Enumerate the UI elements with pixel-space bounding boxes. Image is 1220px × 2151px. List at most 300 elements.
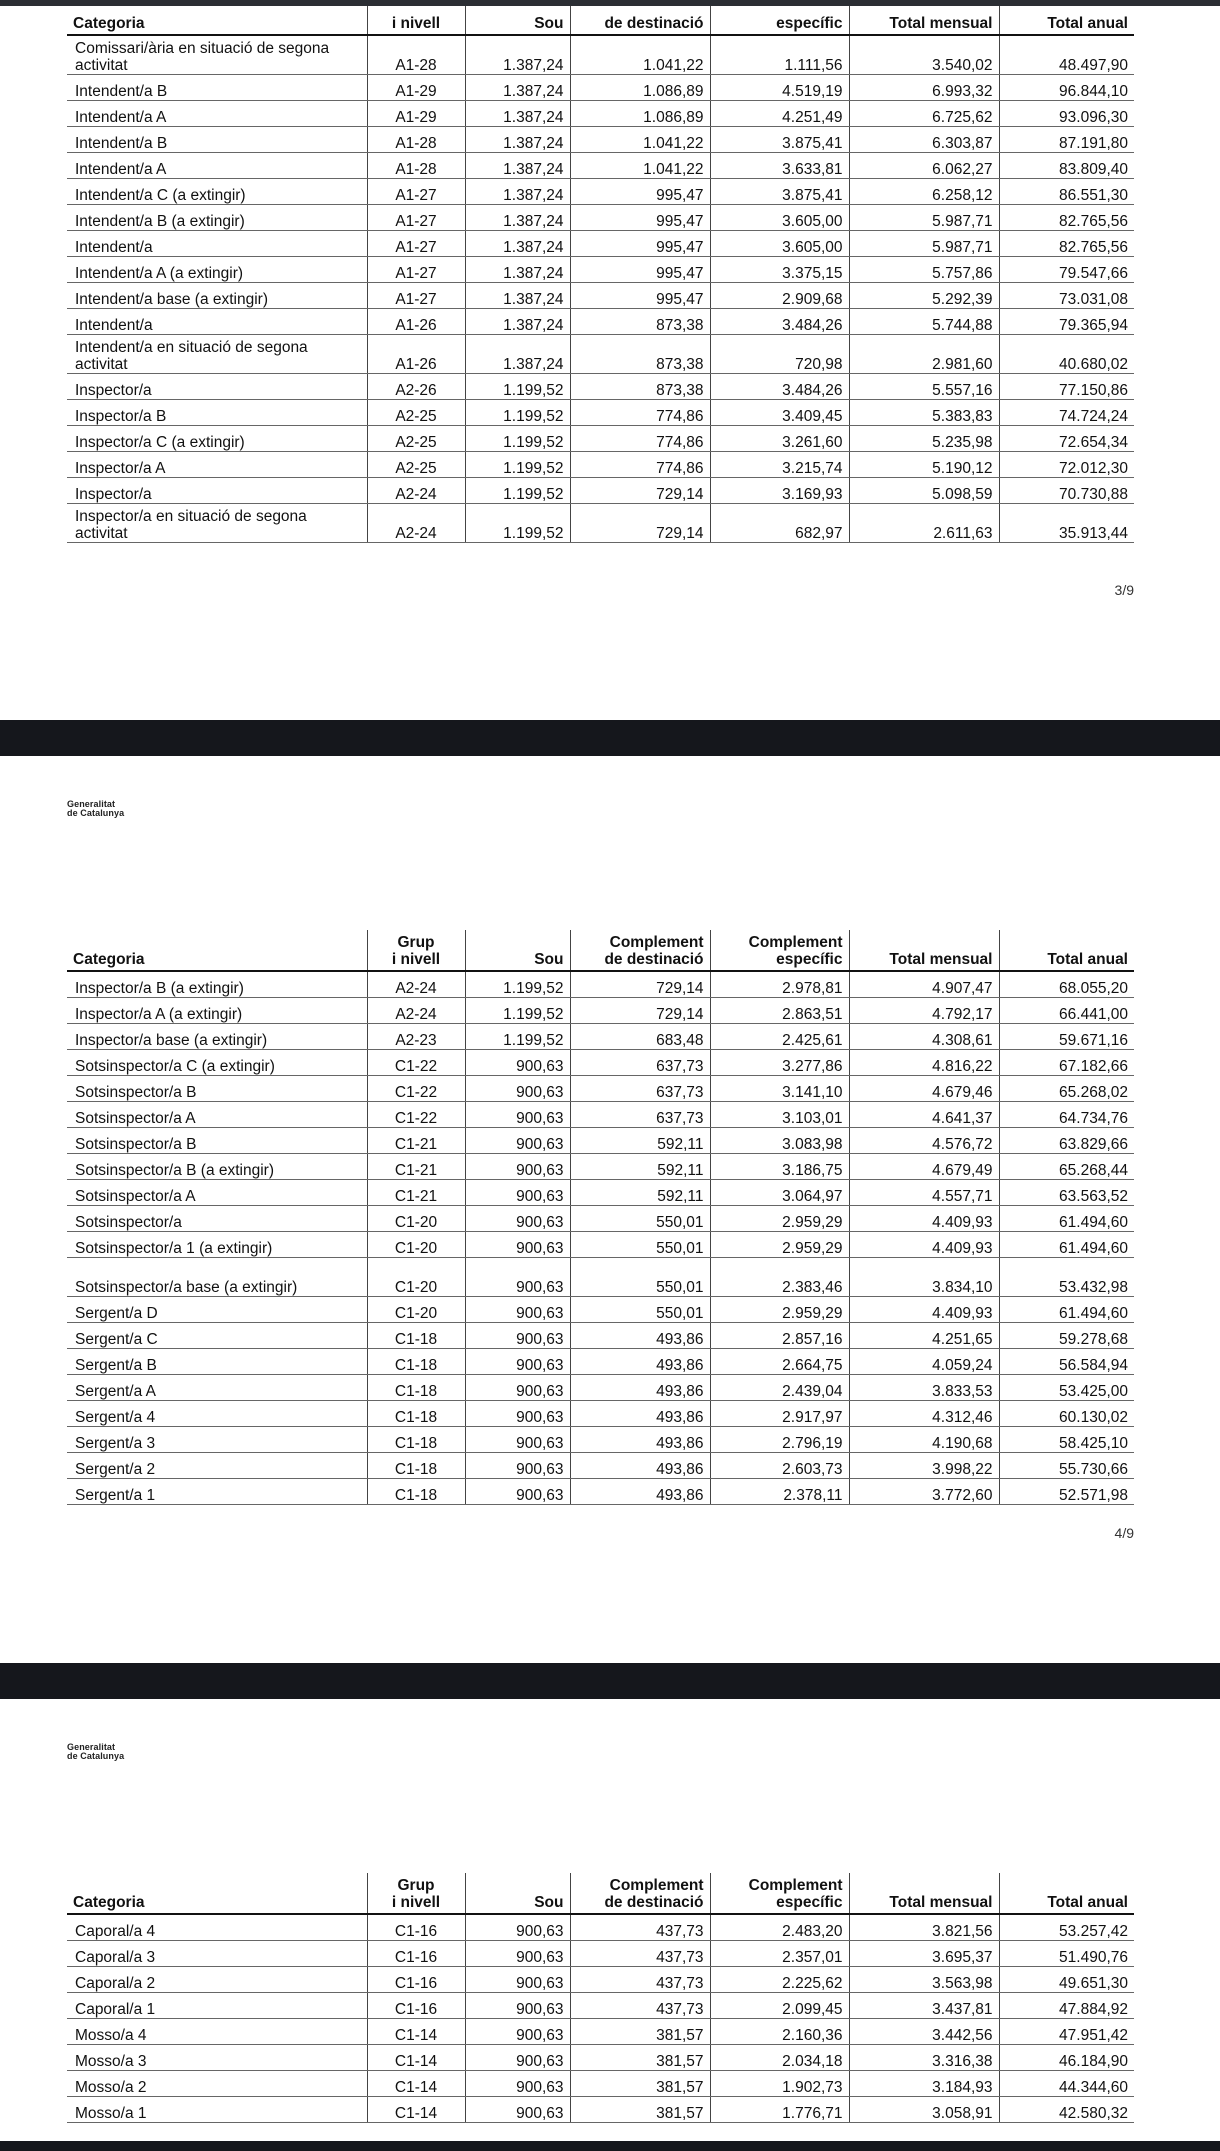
cell-complement-especific: 1.111,56	[710, 35, 849, 75]
cell-grup-nivell: C1-22	[367, 1076, 465, 1102]
cell-grup-nivell: C1-18	[367, 1453, 465, 1479]
cell-categoria: Sotsinspector/a B	[67, 1128, 367, 1154]
col-header-categoria: Categoria	[67, 6, 367, 35]
cell-grup-nivell: C1-20	[367, 1232, 465, 1258]
cell-total-anual: 42.580,32	[999, 2097, 1134, 2123]
cell-total-mensual: 4.679,49	[849, 1154, 999, 1180]
cell-complement-especific: 2.160,36	[710, 2019, 849, 2045]
col-header-total-mensual: Total mensual	[849, 930, 999, 971]
cell-complement-destinacio: 550,01	[570, 1232, 710, 1258]
cell-total-anual: 60.130,02	[999, 1401, 1134, 1427]
cell-complement-especific: 2.857,16	[710, 1323, 849, 1349]
cell-complement-destinacio: 873,38	[570, 309, 710, 335]
cell-total-anual: 77.150,86	[999, 374, 1134, 400]
cell-grup-nivell: C1-22	[367, 1050, 465, 1076]
table-row	[67, 283, 1134, 309]
cell-categoria: Sergent/a 2	[67, 1453, 367, 1479]
cell-total-mensual: 4.059,24	[849, 1349, 999, 1375]
cell-complement-especific: 3.064,97	[710, 1180, 849, 1206]
cell-grup-nivell: A1-27	[367, 257, 465, 283]
cell-total-anual: 87.191,80	[999, 127, 1134, 153]
cell-sou: 1.387,24	[465, 335, 570, 374]
cell-grup-nivell: C1-18	[367, 1375, 465, 1401]
cell-total-mensual: 2.981,60	[849, 335, 999, 374]
cell-complement-destinacio: 995,47	[570, 179, 710, 205]
cell-total-anual: 61.494,60	[999, 1297, 1134, 1323]
cell-total-anual: 47.951,42	[999, 2019, 1134, 2045]
cell-complement-especific: 2.909,68	[710, 283, 849, 309]
cell-categoria: Inspector/a en situació de segona activitat	[67, 504, 367, 543]
cell-total-mensual: 5.383,83	[849, 400, 999, 426]
cell-grup-nivell: A1-28	[367, 153, 465, 179]
table-row	[67, 2019, 1134, 2045]
cell-total-anual: 47.884,92	[999, 1993, 1134, 2019]
cell-categoria: Sotsinspector/a base (a extingir)	[67, 1258, 367, 1297]
cell-categoria: Intendent/a B	[67, 127, 367, 153]
cell-total-mensual: 4.190,68	[849, 1427, 999, 1453]
cell-complement-especific: 3.875,41	[710, 127, 849, 153]
cell-categoria: Intendent/a en situació de segona activitat	[67, 335, 367, 374]
table-row	[67, 231, 1134, 257]
cell-complement-destinacio: 774,86	[570, 400, 710, 426]
table-row	[67, 1258, 1134, 1297]
cell-total-anual: 46.184,90	[999, 2045, 1134, 2071]
col-header-total-mensual: Total mensual	[849, 6, 999, 35]
cell-grup-nivell: C1-20	[367, 1297, 465, 1323]
cell-total-mensual: 4.679,46	[849, 1076, 999, 1102]
cell-sou: 1.199,52	[465, 374, 570, 400]
cell-categoria: Inspector/a	[67, 374, 367, 400]
cell-complement-destinacio: 774,86	[570, 426, 710, 452]
cell-complement-destinacio: 550,01	[570, 1258, 710, 1297]
table-row	[67, 2071, 1134, 2097]
cell-complement-especific: 3.605,00	[710, 205, 849, 231]
cell-complement-destinacio: 437,73	[570, 1967, 710, 1993]
cell-total-mensual: 6.993,32	[849, 75, 999, 101]
cell-sou: 1.199,52	[465, 452, 570, 478]
cell-categoria: Sotsinspector/a A	[67, 1102, 367, 1128]
cell-complement-destinacio: 729,14	[570, 998, 710, 1024]
cell-complement-especific: 3.186,75	[710, 1154, 849, 1180]
cell-categoria: Sergent/a C	[67, 1323, 367, 1349]
cell-total-anual: 56.584,94	[999, 1349, 1134, 1375]
cell-complement-especific: 720,98	[710, 335, 849, 374]
cell-grup-nivell: C1-14	[367, 2019, 465, 2045]
table-row	[67, 1993, 1134, 2019]
cell-sou: 1.387,24	[465, 205, 570, 231]
cell-complement-destinacio: 493,86	[570, 1323, 710, 1349]
cell-grup-nivell: A2-24	[367, 971, 465, 998]
cell-grup-nivell: A1-26	[367, 309, 465, 335]
cell-complement-destinacio: 437,73	[570, 1941, 710, 1967]
cell-grup-nivell: A1-27	[367, 231, 465, 257]
cell-grup-nivell: A1-26	[367, 335, 465, 374]
table-row	[67, 1206, 1134, 1232]
cell-complement-especific: 3.484,26	[710, 309, 849, 335]
cell-total-mensual: 3.833,53	[849, 1375, 999, 1401]
cell-sou: 900,63	[465, 1941, 570, 1967]
table-row	[67, 2097, 1134, 2123]
cell-complement-especific: 2.664,75	[710, 1349, 849, 1375]
cell-grup-nivell: C1-14	[367, 2097, 465, 2123]
table-row	[67, 1128, 1134, 1154]
table-row	[67, 1050, 1134, 1076]
cell-total-mensual: 3.184,93	[849, 2071, 999, 2097]
cell-total-mensual: 5.190,12	[849, 452, 999, 478]
cell-grup-nivell: C1-20	[367, 1206, 465, 1232]
cell-total-anual: 65.268,44	[999, 1154, 1134, 1180]
cell-sou: 900,63	[465, 2019, 570, 2045]
cell-grup-nivell: C1-21	[367, 1180, 465, 1206]
cell-complement-destinacio: 637,73	[570, 1102, 710, 1128]
table-header-row	[67, 1873, 1134, 1914]
cell-sou: 1.387,24	[465, 179, 570, 205]
cell-complement-especific: 2.959,29	[710, 1297, 849, 1323]
cell-total-mensual: 2.611,63	[849, 504, 999, 543]
cell-sou: 1.387,24	[465, 127, 570, 153]
page-number: 3/9	[1114, 582, 1134, 598]
cell-complement-destinacio: 995,47	[570, 257, 710, 283]
cell-complement-especific: 2.357,01	[710, 1941, 849, 1967]
cell-grup-nivell: A2-25	[367, 426, 465, 452]
cell-grup-nivell: C1-22	[367, 1102, 465, 1128]
table-row	[67, 452, 1134, 478]
col-header-sou: Sou	[465, 6, 570, 35]
cell-grup-nivell: A2-23	[367, 1024, 465, 1050]
table-row	[67, 374, 1134, 400]
cell-complement-destinacio: 873,38	[570, 335, 710, 374]
cell-complement-destinacio: 592,11	[570, 1180, 710, 1206]
cell-complement-destinacio: 592,11	[570, 1128, 710, 1154]
table-row	[67, 75, 1134, 101]
cell-total-mensual: 5.744,88	[849, 309, 999, 335]
cell-sou: 900,63	[465, 1375, 570, 1401]
cell-complement-especific: 4.251,49	[710, 101, 849, 127]
table-row	[67, 998, 1134, 1024]
table-row	[67, 1102, 1134, 1128]
cell-grup-nivell: A1-29	[367, 101, 465, 127]
cell-categoria: Intendent/a C (a extingir)	[67, 179, 367, 205]
table-row	[67, 101, 1134, 127]
table-row	[67, 153, 1134, 179]
cell-sou: 900,63	[465, 1401, 570, 1427]
cell-total-anual: 82.765,56	[999, 205, 1134, 231]
cell-sou: 1.199,52	[465, 478, 570, 504]
cell-grup-nivell: C1-16	[367, 1967, 465, 1993]
table-header-row	[67, 930, 1134, 971]
cell-total-mensual: 4.557,71	[849, 1180, 999, 1206]
cell-sou: 900,63	[465, 2071, 570, 2097]
table-row	[67, 504, 1134, 543]
cell-total-anual: 52.571,98	[999, 1479, 1134, 1505]
cell-grup-nivell: C1-18	[367, 1323, 465, 1349]
cell-total-mensual: 6.062,27	[849, 153, 999, 179]
cell-grup-nivell: A1-27	[367, 179, 465, 205]
cell-categoria: Intendent/a	[67, 231, 367, 257]
cell-grup-nivell: A1-29	[367, 75, 465, 101]
cell-total-anual: 72.012,30	[999, 452, 1134, 478]
table-row	[67, 1154, 1134, 1180]
cell-grup-nivell: C1-20	[367, 1258, 465, 1297]
cell-categoria: Intendent/a A	[67, 153, 367, 179]
cell-complement-especific: 3.875,41	[710, 179, 849, 205]
cell-complement-destinacio: 381,57	[570, 2045, 710, 2071]
cell-complement-destinacio: 493,86	[570, 1427, 710, 1453]
cell-complement-especific: 2.439,04	[710, 1375, 849, 1401]
cell-total-mensual: 5.557,16	[849, 374, 999, 400]
table-row	[67, 1479, 1134, 1505]
cell-total-anual: 83.809,40	[999, 153, 1134, 179]
table-row	[67, 1967, 1134, 1993]
table-row	[67, 205, 1134, 231]
cell-total-mensual: 3.316,38	[849, 2045, 999, 2071]
table-row	[67, 1323, 1134, 1349]
table-row	[67, 1076, 1134, 1102]
cell-categoria: Sotsinspector/a C (a extingir)	[67, 1050, 367, 1076]
cell-complement-especific: 2.959,29	[710, 1232, 849, 1258]
col-header-total-mensual: Total mensual	[849, 1873, 999, 1914]
cell-complement-destinacio: 381,57	[570, 2097, 710, 2123]
cell-total-anual: 59.278,68	[999, 1323, 1134, 1349]
cell-grup-nivell: C1-16	[367, 1914, 465, 1941]
cell-total-mensual: 3.563,98	[849, 1967, 999, 1993]
cell-total-mensual: 4.576,72	[849, 1128, 999, 1154]
cell-sou: 900,63	[465, 1453, 570, 1479]
cell-complement-destinacio: 493,86	[570, 1375, 710, 1401]
generalitat-logo: Generalitat de Catalunya	[67, 1742, 125, 1761]
cell-categoria: Inspector/a	[67, 478, 367, 504]
col-header-grup-nivell: Grup i nivell	[367, 1873, 465, 1914]
cell-total-anual: 49.651,30	[999, 1967, 1134, 1993]
cell-total-anual: 86.551,30	[999, 179, 1134, 205]
cell-total-anual: 82.765,56	[999, 231, 1134, 257]
cell-grup-nivell: C1-18	[367, 1401, 465, 1427]
cell-complement-especific: 2.378,11	[710, 1479, 849, 1505]
cell-complement-especific: 3.103,01	[710, 1102, 849, 1128]
cell-total-mensual: 5.098,59	[849, 478, 999, 504]
cell-total-mensual: 4.792,17	[849, 998, 999, 1024]
cell-total-anual: 93.096,30	[999, 101, 1134, 127]
cell-sou: 1.387,24	[465, 283, 570, 309]
cell-total-mensual: 5.987,71	[849, 205, 999, 231]
cell-total-mensual: 4.409,93	[849, 1232, 999, 1258]
salary-table-page-3	[67, 6, 1134, 543]
cell-sou: 900,63	[465, 1349, 570, 1375]
cell-total-anual: 63.563,52	[999, 1180, 1134, 1206]
cell-total-anual: 67.182,66	[999, 1050, 1134, 1076]
cell-grup-nivell: C1-14	[367, 2071, 465, 2097]
cell-complement-especific: 3.375,15	[710, 257, 849, 283]
cell-grup-nivell: A2-26	[367, 374, 465, 400]
cell-total-mensual: 4.409,93	[849, 1206, 999, 1232]
cell-total-mensual: 4.312,46	[849, 1401, 999, 1427]
cell-categoria: Sotsinspector/a 1 (a extingir)	[67, 1232, 367, 1258]
cell-grup-nivell: C1-18	[367, 1479, 465, 1505]
cell-categoria: Caporal/a 3	[67, 1941, 367, 1967]
cell-total-mensual: 6.258,12	[849, 179, 999, 205]
cell-complement-destinacio: 729,14	[570, 504, 710, 543]
col-header-complement-especific: específic	[710, 6, 849, 35]
cell-total-anual: 96.844,10	[999, 75, 1134, 101]
table-row	[67, 1914, 1134, 1941]
cell-sou: 1.199,52	[465, 1024, 570, 1050]
cell-categoria: Sotsinspector/a B	[67, 1076, 367, 1102]
cell-complement-destinacio: 550,01	[570, 1206, 710, 1232]
table-row	[67, 1401, 1134, 1427]
cell-complement-destinacio: 774,86	[570, 452, 710, 478]
cell-complement-destinacio: 995,47	[570, 205, 710, 231]
cell-complement-destinacio: 683,48	[570, 1024, 710, 1050]
col-header-sou: Sou	[465, 1873, 570, 1914]
cell-complement-especific: 3.215,74	[710, 452, 849, 478]
cell-total-mensual: 4.641,37	[849, 1102, 999, 1128]
cell-total-anual: 66.441,00	[999, 998, 1134, 1024]
salary-table-page-5	[67, 1873, 1134, 2123]
table-row	[67, 2045, 1134, 2071]
cell-total-mensual: 4.308,61	[849, 1024, 999, 1050]
col-header-total-anual: Total anual	[999, 6, 1134, 35]
cell-total-anual: 58.425,10	[999, 1427, 1134, 1453]
cell-total-anual: 55.730,66	[999, 1453, 1134, 1479]
cell-grup-nivell: C1-21	[367, 1128, 465, 1154]
page-separator	[0, 720, 1220, 756]
cell-categoria: Sergent/a 3	[67, 1427, 367, 1453]
cell-complement-especific: 2.483,20	[710, 1914, 849, 1941]
cell-total-anual: 79.547,66	[999, 257, 1134, 283]
cell-categoria: Mosso/a 1	[67, 2097, 367, 2123]
cell-categoria: Sotsinspector/a	[67, 1206, 367, 1232]
page-separator	[0, 1663, 1220, 1699]
cell-total-anual: 68.055,20	[999, 971, 1134, 998]
cell-grup-nivell: C1-16	[367, 1941, 465, 1967]
cell-total-anual: 63.829,66	[999, 1128, 1134, 1154]
table-row	[67, 426, 1134, 452]
cell-total-anual: 61.494,60	[999, 1206, 1134, 1232]
cell-complement-destinacio: 995,47	[570, 283, 710, 309]
cell-complement-especific: 2.225,62	[710, 1967, 849, 1993]
cell-complement-especific: 2.917,97	[710, 1401, 849, 1427]
cell-complement-destinacio: 1.086,89	[570, 75, 710, 101]
cell-sou: 1.387,24	[465, 309, 570, 335]
cell-complement-destinacio: 1.041,22	[570, 35, 710, 75]
col-header-categoria: Categoria	[67, 930, 367, 971]
salary-table-page-4	[67, 930, 1134, 1505]
cell-sou: 900,63	[465, 1076, 570, 1102]
col-header-grup-nivell: Grup i nivell	[367, 930, 465, 971]
cell-complement-destinacio: 637,73	[570, 1050, 710, 1076]
cell-total-anual: 72.654,34	[999, 426, 1134, 452]
page-separator	[0, 2141, 1220, 2151]
table-row	[67, 179, 1134, 205]
cell-sou: 900,63	[465, 1232, 570, 1258]
cell-grup-nivell: A2-24	[367, 478, 465, 504]
cell-complement-especific: 3.083,98	[710, 1128, 849, 1154]
cell-categoria: Sergent/a B	[67, 1349, 367, 1375]
table-row	[67, 1024, 1134, 1050]
cell-complement-destinacio: 493,86	[570, 1453, 710, 1479]
cell-total-anual: 35.913,44	[999, 504, 1134, 543]
cell-complement-especific: 2.603,73	[710, 1453, 849, 1479]
cell-total-mensual: 3.058,91	[849, 2097, 999, 2123]
table-row	[67, 1180, 1134, 1206]
cell-grup-nivell: C1-21	[367, 1154, 465, 1180]
col-header-complement-destinacio: Complement de destinació	[570, 1873, 710, 1914]
cell-total-mensual: 4.409,93	[849, 1297, 999, 1323]
cell-complement-destinacio: 729,14	[570, 478, 710, 504]
cell-total-mensual: 6.725,62	[849, 101, 999, 127]
cell-categoria: Caporal/a 1	[67, 1993, 367, 2019]
cell-sou: 900,63	[465, 1914, 570, 1941]
cell-total-anual: 65.268,02	[999, 1076, 1134, 1102]
cell-categoria: Inspector/a A (a extingir)	[67, 998, 367, 1024]
cell-complement-destinacio: 381,57	[570, 2019, 710, 2045]
cell-sou: 900,63	[465, 1050, 570, 1076]
cell-total-anual: 44.344,60	[999, 2071, 1134, 2097]
cell-total-anual: 59.671,16	[999, 1024, 1134, 1050]
cell-categoria: Intendent/a B	[67, 75, 367, 101]
cell-total-mensual: 5.757,86	[849, 257, 999, 283]
cell-categoria: Intendent/a A	[67, 101, 367, 127]
cell-categoria: Inspector/a base (a extingir)	[67, 1024, 367, 1050]
cell-sou: 900,63	[465, 1180, 570, 1206]
table-row	[67, 1349, 1134, 1375]
cell-total-mensual: 3.772,60	[849, 1479, 999, 1505]
col-header-grup: i nivell	[367, 6, 465, 35]
cell-sou: 900,63	[465, 1258, 570, 1297]
cell-grup-nivell: C1-18	[367, 1427, 465, 1453]
cell-total-anual: 74.724,24	[999, 400, 1134, 426]
cell-complement-destinacio: 592,11	[570, 1154, 710, 1180]
cell-categoria: Inspector/a C (a extingir)	[67, 426, 367, 452]
table-row	[67, 1297, 1134, 1323]
cell-total-mensual: 3.540,02	[849, 35, 999, 75]
cell-complement-especific: 3.277,86	[710, 1050, 849, 1076]
cell-sou: 1.387,24	[465, 101, 570, 127]
cell-complement-destinacio: 729,14	[570, 971, 710, 998]
cell-complement-destinacio: 493,86	[570, 1479, 710, 1505]
cell-sou: 900,63	[465, 1967, 570, 1993]
generalitat-logo: Generalitat de Catalunya	[67, 799, 125, 818]
cell-total-anual: 73.031,08	[999, 283, 1134, 309]
cell-sou: 900,63	[465, 1154, 570, 1180]
cell-total-anual: 48.497,90	[999, 35, 1134, 75]
cell-grup-nivell: A1-27	[367, 205, 465, 231]
cell-sou: 900,63	[465, 1102, 570, 1128]
cell-sou: 900,63	[465, 2045, 570, 2071]
cell-total-mensual: 5.292,39	[849, 283, 999, 309]
cell-total-anual: 70.730,88	[999, 478, 1134, 504]
cell-grup-nivell: A2-24	[367, 998, 465, 1024]
cell-categoria: Mosso/a 3	[67, 2045, 367, 2071]
cell-total-anual: 61.494,60	[999, 1232, 1134, 1258]
cell-grup-nivell: A2-25	[367, 452, 465, 478]
cell-complement-destinacio: 1.041,22	[570, 153, 710, 179]
cell-sou: 900,63	[465, 2097, 570, 2123]
table-header-row	[67, 6, 1134, 35]
cell-sou: 900,63	[465, 1323, 570, 1349]
cell-categoria: Caporal/a 2	[67, 1967, 367, 1993]
cell-complement-destinacio: 995,47	[570, 231, 710, 257]
cell-categoria: Inspector/a B	[67, 400, 367, 426]
cell-sou: 900,63	[465, 1206, 570, 1232]
cell-sou: 1.199,52	[465, 426, 570, 452]
col-header-complement-especific: Complement específic	[710, 930, 849, 971]
cell-grup-nivell: C1-18	[367, 1349, 465, 1375]
cell-categoria: Sotsinspector/a A	[67, 1180, 367, 1206]
cell-complement-especific: 2.959,29	[710, 1206, 849, 1232]
cell-complement-especific: 2.034,18	[710, 2045, 849, 2071]
cell-categoria: Comissari/ària en situació de segona activitat	[67, 35, 367, 75]
